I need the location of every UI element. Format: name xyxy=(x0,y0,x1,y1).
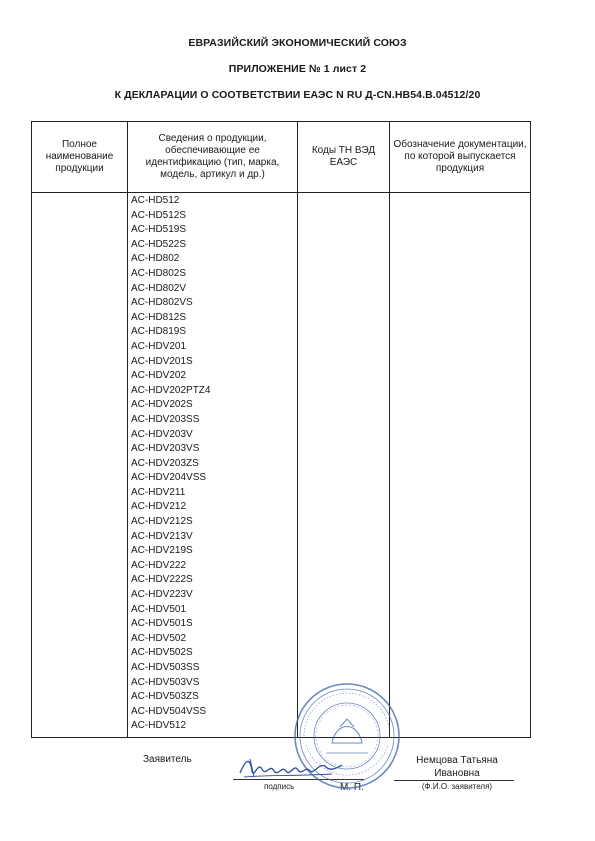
list-item: AC-HDV212 xyxy=(131,501,187,513)
column-header-tn-ved-codes: Коды ТН ВЭД ЕАЭС xyxy=(298,122,390,193)
list-item: AC-HD802S xyxy=(131,267,187,279)
column-header-documentation: Обозначение документации, по которой выпускается продукция xyxy=(390,122,531,193)
list-item: AC-HD802V xyxy=(131,282,187,294)
name-line xyxy=(394,780,514,781)
list-item: AC-HDV504VSS xyxy=(131,705,207,717)
list-item: AC-HD512S xyxy=(131,209,187,221)
list-item: AC-HDV213V xyxy=(131,530,193,542)
applicant-name xyxy=(397,754,517,780)
name-caption: (Ф.И.О. заявителя) xyxy=(421,782,493,791)
list-item: AC-HDV203ZS xyxy=(131,457,199,469)
cell-name xyxy=(32,193,128,738)
list-item: AC-HDV223V xyxy=(131,589,193,601)
list-item: AC-HD512 xyxy=(131,195,180,206)
list-item: AC-HDV201 xyxy=(131,340,187,352)
list-item: AC-HDV501S xyxy=(131,618,193,630)
stamp-place-label: М. П. xyxy=(340,782,364,793)
list-item: AC-HDV212S xyxy=(131,516,193,528)
list-item: AC-HDV503VS xyxy=(131,676,200,688)
applicant-name-line2: Ивановна xyxy=(434,768,480,779)
column-header-identification: Сведения о продукции, обеспечивающие ее идентификацию (тип, марка, модель, артикул и др.) xyxy=(128,122,298,193)
list-item: AC-HDV202S xyxy=(131,399,193,411)
list-item: AC-HDV501 xyxy=(131,603,187,615)
list-item: AC-HDV222 xyxy=(131,559,187,571)
list-item: AC-HDV203VS xyxy=(131,443,200,455)
list-item: AC-HDV201S xyxy=(131,355,193,367)
list-item: AC-HDV502 xyxy=(131,632,187,644)
applicant-name-line1: Немцова Татьяна xyxy=(416,755,498,766)
union-title: ЕВРАЗИЙСКИЙ ЭКОНОМИЧЕСКИЙ СОЮЗ xyxy=(188,37,407,49)
appendix-title: ПРИЛОЖЕНИЕ № 1 лист 2 xyxy=(228,63,367,75)
list-item: AC-HDV202PTZ4 xyxy=(131,384,211,396)
table-header-row xyxy=(32,122,531,193)
column-header-name: Полное наименование продукции xyxy=(32,122,128,193)
list-item: AC-HD819S xyxy=(131,326,187,338)
cell-documentation xyxy=(390,193,531,738)
signature-caption: подпись xyxy=(264,782,295,791)
applicant-label: Заявитель xyxy=(143,754,192,765)
list-item: AC-HD812S xyxy=(131,311,187,323)
list-item: AC-HDV219S xyxy=(131,545,193,557)
list-item: AC-HDV203V xyxy=(131,428,193,440)
list-item: AC-HD802VS xyxy=(131,297,193,309)
list-item: AC-HDV503SS xyxy=(131,662,200,673)
list-item: AC-HDV203SS xyxy=(131,413,200,425)
declaration-title: К ДЕКЛАРАЦИИ О СООТВЕТСТВИИ ЕАЭС N RU Д-CN.НВ54.В.04512/20 xyxy=(114,89,481,101)
list-item: AC-HDV503ZS xyxy=(131,691,199,703)
cell-identification xyxy=(128,193,298,738)
list-item: AC-HDV222S xyxy=(131,574,193,586)
list-item: AC-HD519S xyxy=(131,224,187,236)
product-model-list xyxy=(128,193,297,734)
list-item: AC-HDV211 xyxy=(131,486,186,498)
list-item: AC-HD522S xyxy=(131,238,187,250)
company-seal-icon xyxy=(292,681,402,791)
cell-tn-ved-codes xyxy=(298,193,390,738)
list-item: AC-HDV204VSS xyxy=(131,472,207,484)
products-table xyxy=(31,121,531,738)
table-row xyxy=(32,193,531,738)
list-item: AC-HDV202 xyxy=(131,370,187,382)
list-item: AC-HDV502S xyxy=(131,647,193,659)
list-item: AC-HD802 xyxy=(131,253,180,265)
list-item: AC-HDV512 xyxy=(131,720,187,732)
